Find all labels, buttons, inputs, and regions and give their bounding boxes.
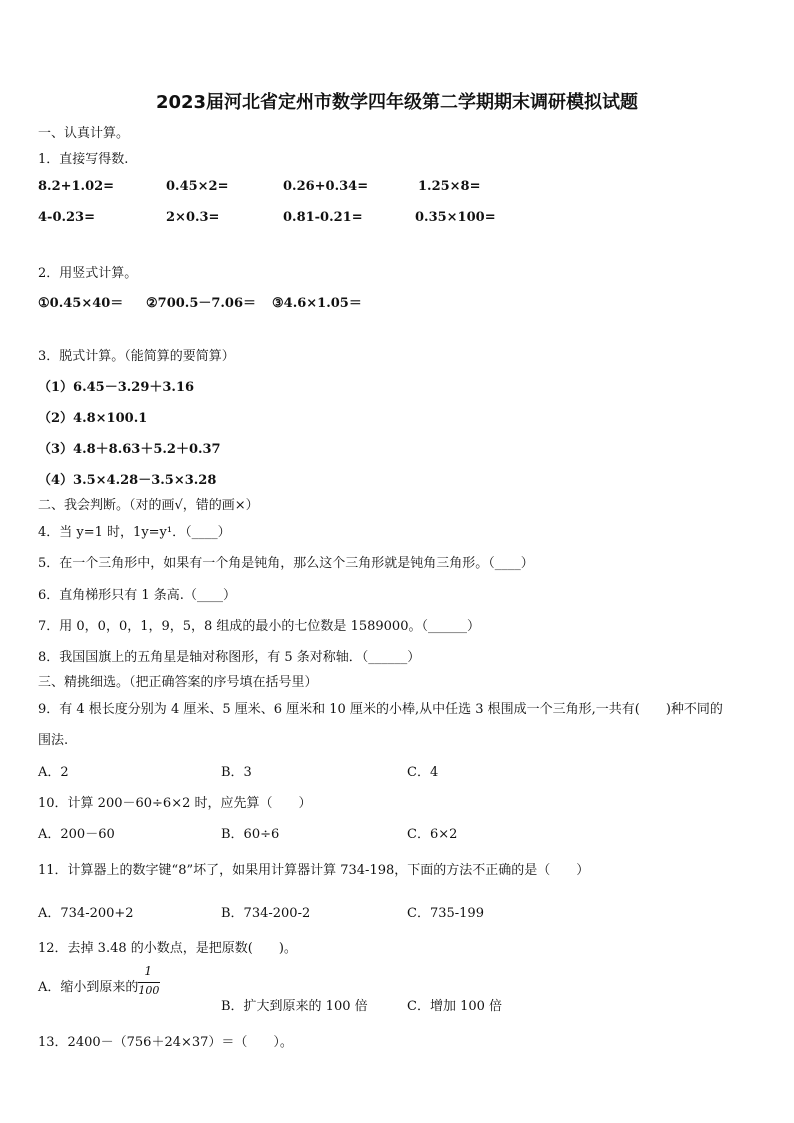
option-b: B．扩大到原来的 100 倍 [221, 999, 368, 1014]
page-title: 2023届河北省定州市数学四年级第二学期期末调研模拟试题 [155, 92, 639, 113]
question-6: 6．直角梯形只有 1 条高.（____） [38, 588, 236, 603]
question-10-stem: 10．计算 200－60÷6×2 时，应先算（ ） [38, 796, 312, 811]
question-1-stem: 1．直接写得数. [38, 152, 129, 167]
q2-item: ③4.6×1.05＝ [272, 296, 362, 311]
question-9-stem-cont: 围法. [38, 733, 69, 748]
question-13: 13．2400－（756＋24×37）＝（ ）。 [38, 1035, 293, 1050]
question-3-stem: 3．脱式计算。（能简算的要简算） [38, 349, 235, 364]
question-8: 8．我国国旗上的五角星是轴对称图形，有 5 条对称轴．（______） [38, 650, 421, 665]
option-a: A．200－60 [38, 827, 115, 842]
q2-item: ②700.5－7.06＝ [146, 296, 257, 311]
section-heading-2: 二、我会判断。（对的画√，错的画×） [38, 498, 259, 513]
q3-item: （1）6.45－3.29＋3.16 [38, 380, 195, 395]
fraction-numerator: 1 [144, 964, 153, 978]
option-b: B．734-200-2 [221, 906, 311, 921]
option-a-label: A．缩小到原来的 [38, 980, 139, 995]
option-a: A．2 [38, 765, 69, 780]
option-c: C．735-199 [407, 906, 484, 921]
option-c: C．增加 100 倍 [407, 999, 503, 1014]
q2-item: ①0.45×40＝ [38, 296, 124, 311]
q3-item: （2）4.8×100.1 [38, 411, 148, 426]
option-c: C．6×2 [407, 827, 458, 842]
q1-item: 0.45×2= [166, 179, 229, 194]
option-b: B．60÷6 [221, 827, 280, 842]
q3-item: （3）4.8＋8.63＋5.2＋0.37 [38, 442, 221, 457]
section-heading-3: 三、精挑细选。（把正确答案的序号填在括号里） [38, 675, 318, 690]
fraction-denominator: 100 [138, 984, 160, 997]
option-a [38, 964, 160, 998]
q3-item: （4）3.5×4.28－3.5×3.28 [38, 473, 217, 488]
option-c: C．4 [407, 765, 439, 780]
q1-item: 4-0.23= [38, 210, 95, 225]
question-5: 5．在一个三角形中，如果有一个角是钝角，那么这个三角形就是钝角三角形。（____） [38, 556, 534, 571]
fraction [138, 964, 160, 998]
question-11-stem: 11．计算器上的数字键“8”坏了，如果用计算器计算 734-198，下面的方法不正确的是（ ） [38, 863, 590, 878]
q1-item: 0.26+0.34= [283, 179, 369, 194]
section-heading-1: 一、认真计算。 [38, 126, 130, 141]
option-a: A．734-200+2 [38, 906, 134, 921]
question-9-stem: 9．有 4 根长度分别为 4 厘米、5 厘米、6 厘米和 10 厘米的小棒,从中任选 3 根围成一个三角形,一共有( )种不同的 [38, 702, 723, 717]
fraction-bar [138, 982, 160, 983]
q1-item: 2×0.3= [166, 210, 220, 225]
question-7: 7．用 0，0，0，1，9，5，8 组成的最小的七位数是 1589000。（______） [38, 619, 480, 634]
question-2-stem: 2．用竖式计算。 [38, 266, 138, 281]
q1-item: 8.2+1.02= [38, 179, 115, 194]
question-4: 4．当 y=1 时，1y=y¹．（____） [38, 525, 231, 540]
q1-item: 0.35×100= [415, 210, 496, 225]
option-b: B．3 [221, 765, 252, 780]
question-12-stem: 12．去掉 3.48 的小数点，是把原数( )。 [38, 941, 297, 956]
q1-item: 0.81-0.21= [283, 210, 363, 225]
q1-item: 1.25×8= [418, 179, 481, 194]
